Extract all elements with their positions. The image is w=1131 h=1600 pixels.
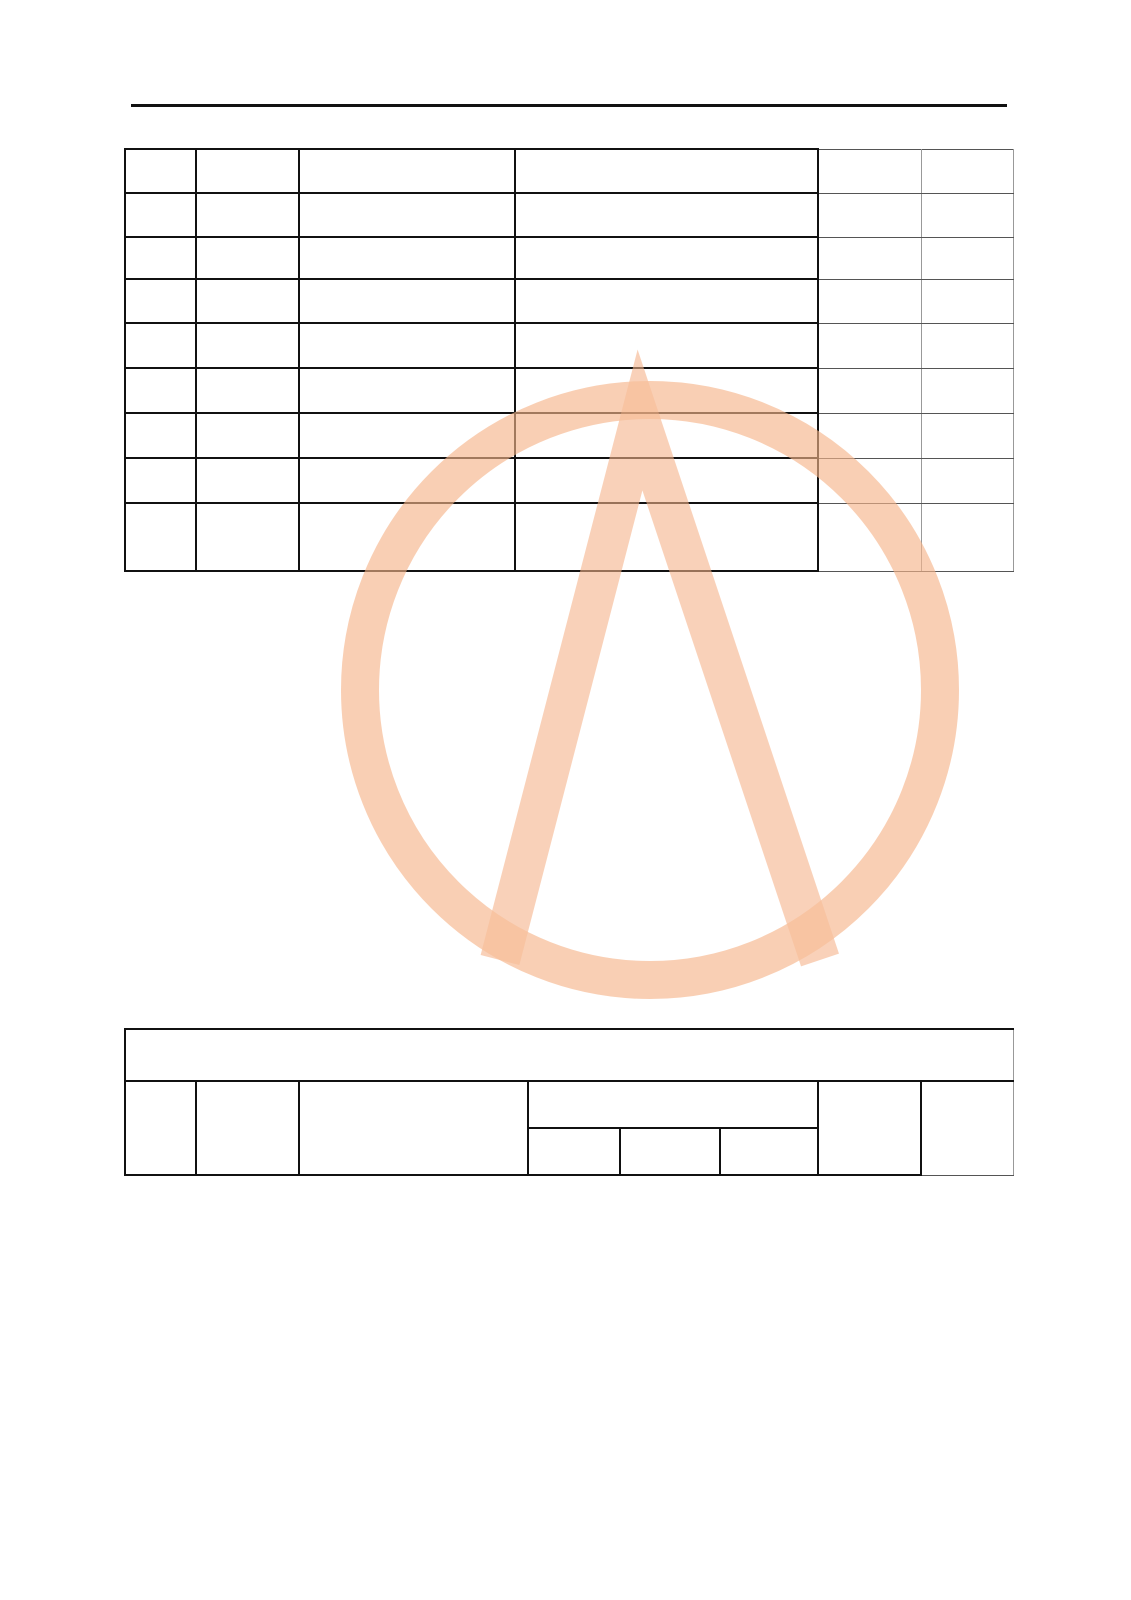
table-row — [125, 279, 1013, 323]
standard-distance — [515, 193, 818, 237]
table-row — [125, 413, 1013, 458]
row-number — [125, 149, 196, 193]
external-building — [299, 237, 515, 279]
row-number — [125, 279, 196, 323]
external-building — [299, 413, 515, 458]
gasoline-distance-table-continued — [124, 148, 1014, 572]
actual-distance — [818, 413, 921, 458]
standard-distance — [515, 503, 818, 571]
actual-distance — [818, 323, 921, 368]
header-level3 — [720, 1128, 818, 1175]
device-name — [196, 458, 299, 503]
header-level1 — [528, 1128, 620, 1175]
standard-distance — [515, 237, 818, 279]
row-number — [125, 458, 196, 503]
device-name — [196, 149, 299, 193]
standard-distance — [515, 368, 818, 413]
section-title — [125, 1029, 1013, 1081]
external-building — [299, 458, 515, 503]
table-row — [125, 193, 1013, 237]
table-row — [125, 323, 1013, 368]
row-number — [125, 413, 196, 458]
compliance-result — [921, 503, 1013, 571]
row-number — [125, 368, 196, 413]
actual-distance — [818, 503, 921, 571]
table-row — [125, 368, 1013, 413]
header-standard — [528, 1081, 818, 1128]
device-name — [196, 503, 299, 571]
external-building — [299, 323, 515, 368]
external-building — [299, 149, 515, 193]
standard-distance — [515, 149, 818, 193]
compliance-result — [921, 323, 1013, 368]
compliance-result — [921, 237, 1013, 279]
device-name — [196, 237, 299, 279]
row-number — [125, 323, 196, 368]
compliance-result — [921, 193, 1013, 237]
external-building — [299, 368, 515, 413]
actual-distance — [818, 368, 921, 413]
header-device — [196, 1081, 299, 1175]
table-row — [125, 237, 1013, 279]
external-building — [299, 279, 515, 323]
row-number — [125, 237, 196, 279]
standard-distance — [515, 458, 818, 503]
compliance-result — [921, 279, 1013, 323]
row-number — [125, 193, 196, 237]
device-name — [196, 193, 299, 237]
device-name — [196, 279, 299, 323]
standard-distance — [515, 413, 818, 458]
actual-distance — [818, 193, 921, 237]
external-building — [299, 193, 515, 237]
actual-distance — [818, 237, 921, 279]
header-building — [299, 1081, 528, 1175]
diesel-distance-table — [124, 1028, 1014, 1176]
device-name — [196, 323, 299, 368]
header-divider — [131, 104, 1007, 107]
actual-distance — [818, 458, 921, 503]
standard-distance — [515, 323, 818, 368]
device-name — [196, 413, 299, 458]
compliance-result — [921, 458, 1013, 503]
row-number — [125, 503, 196, 571]
header-level2 — [620, 1128, 720, 1175]
table-row — [125, 503, 1013, 571]
actual-distance — [818, 279, 921, 323]
standard-distance — [515, 279, 818, 323]
device-name — [196, 368, 299, 413]
compliance-result — [921, 413, 1013, 458]
table-row — [125, 149, 1013, 193]
table-row — [125, 458, 1013, 503]
compliance-result — [921, 149, 1013, 193]
external-building — [299, 503, 515, 571]
compliance-result — [921, 368, 1013, 413]
header-result — [921, 1081, 1013, 1175]
header-actual — [818, 1081, 921, 1175]
actual-distance — [818, 149, 921, 193]
header-no — [125, 1081, 196, 1175]
